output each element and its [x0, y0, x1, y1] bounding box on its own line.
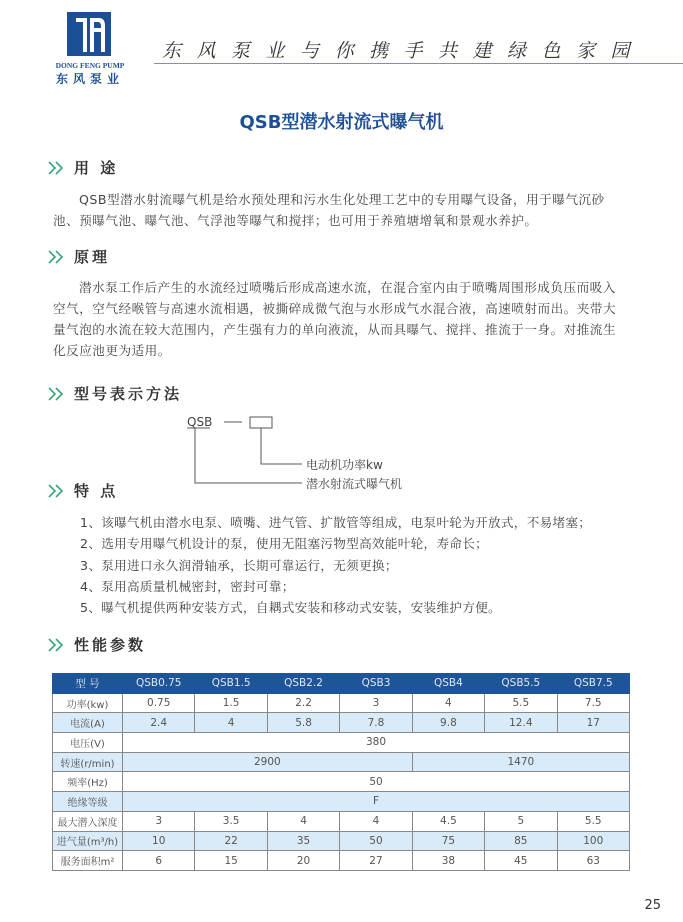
cell: 4 — [340, 811, 412, 831]
section-title: 原理 — [74, 248, 111, 266]
section-heading-features — [48, 480, 118, 501]
cell: 3 — [340, 693, 412, 713]
text-line: 化反应池更为适用。 — [53, 343, 171, 358]
cell: 4 — [267, 811, 339, 831]
header-cell: QSB0.75 — [123, 674, 195, 694]
cell: 50 — [123, 772, 630, 792]
header-cell: QSB7.5 — [557, 674, 629, 694]
row-label: 频率(Hz) — [53, 772, 123, 792]
cell: F — [123, 792, 630, 812]
table-row-service-area — [53, 851, 630, 871]
cell: 85 — [485, 831, 557, 851]
cell: 9.8 — [412, 713, 484, 733]
cell: 5.8 — [267, 713, 339, 733]
header-cell: QSB3 — [340, 674, 412, 694]
row-label: 电压(V) — [53, 733, 123, 753]
header-cell: QSB5.5 — [485, 674, 557, 694]
list-item: 2、选用专用曝气机设计的泵，使用无阻塞污物型高效能叶轮，寿命长； — [80, 536, 489, 552]
header-cell: QSB2.2 — [267, 674, 339, 694]
table-row-frequency — [53, 772, 630, 792]
section-title: 型号表示方法 — [74, 385, 183, 403]
row-label: 电流(A) — [53, 713, 123, 733]
cell: 100 — [557, 831, 629, 851]
table-row-current — [53, 713, 630, 733]
cell: 75 — [412, 831, 484, 851]
text-line: 潜水泵工作后产生的水流经过喷嘴后形成高速水流，在混合室内由于喷嘴周围形成负压而吸入 — [79, 280, 616, 295]
features-list — [80, 512, 591, 618]
cell: 63 — [557, 851, 629, 871]
cell: 20 — [267, 851, 339, 871]
header-cell: QSB1.5 — [195, 674, 267, 694]
cell: 2.2 — [267, 693, 339, 713]
cell: 17 — [557, 713, 629, 733]
list-item: 4、泵用高质量机械密封，密封可靠； — [80, 578, 295, 594]
model-diagram-leaders — [280, 455, 305, 490]
page-title: QSB型潜水射流式曝气机 — [239, 112, 444, 133]
double-chevron-icon — [48, 484, 66, 498]
cell: 1.5 — [195, 693, 267, 713]
section-heading-usage — [48, 157, 118, 178]
section-heading-performance — [48, 634, 146, 655]
header-cell: QSB4 — [412, 674, 484, 694]
usage-paragraph — [53, 189, 633, 231]
performance-table — [52, 673, 630, 871]
cell: 4 — [195, 713, 267, 733]
row-label: 服务面积m² — [53, 851, 123, 871]
list-item: 5、曝气机提供两种安装方式，自耦式安装和移动式安装，安装维护方便。 — [80, 600, 501, 616]
row-label: 绝缘等级 — [53, 792, 123, 812]
model-label-name: 潜水射流式曝气机 — [306, 477, 403, 491]
double-chevron-icon — [48, 161, 66, 175]
model-prefix: QSB — [187, 415, 213, 429]
cell: 4 — [412, 693, 484, 713]
text-line: 量气泡的水流在较大范围内，产生强有力的单向液流，从而具曝气、搅拌、推流于一身。对推流生 — [53, 322, 617, 337]
text-line: QSB型潜水射流曝气机是给水预处理和污水生化处理工艺中的专用曝气设备，用于曝气沉砂 — [79, 192, 605, 207]
cell: 2.4 — [123, 713, 195, 733]
cell: 45 — [485, 851, 557, 871]
cell: 27 — [340, 851, 412, 871]
double-chevron-icon — [48, 387, 66, 401]
logo-chinese-text: 东风泵业 — [56, 72, 125, 86]
cell: 7.8 — [340, 713, 412, 733]
section-title: 性能参数 — [74, 636, 147, 654]
cell: 5.5 — [557, 811, 629, 831]
cell: 6 — [123, 851, 195, 871]
text-line: 空气，空气经喉管与高速水流相遇，被撕碎成微气泡与水形成气水混合液，高速喷射而出。夹带大 — [53, 301, 617, 316]
section-heading-model — [48, 383, 182, 404]
cell: 4.5 — [412, 811, 484, 831]
header-divider — [154, 63, 683, 64]
header-cell: 型 号 — [53, 674, 123, 694]
table-row-depth — [53, 811, 630, 831]
list-item: 1、该曝气机由潜水电泵、喷嘴、进气管、扩散管等组成，电泵叶轮为开放式，不易堵塞； — [80, 515, 592, 530]
double-chevron-icon — [48, 250, 66, 264]
cell: 380 — [123, 733, 630, 753]
logo — [67, 12, 111, 56]
table-row-speed — [53, 752, 630, 772]
page-number: 25 — [644, 898, 661, 913]
list-item: 3、泵用进口永久润滑轴承，长期可靠运行，无须更换； — [80, 557, 398, 573]
cell: 3.5 — [195, 811, 267, 831]
table-row-air-intake — [53, 831, 630, 851]
logo-english-text: DONG FENG PUMP — [55, 61, 125, 70]
cell: 38 — [412, 851, 484, 871]
cell: 0.75 — [123, 693, 195, 713]
cell: 2900 — [123, 752, 413, 772]
section-title: 特 点 — [74, 482, 119, 500]
double-chevron-icon — [48, 638, 66, 652]
row-label: 功率(kw) — [53, 693, 123, 713]
table-row-insulation — [53, 792, 630, 812]
cell: 15 — [195, 851, 267, 871]
cell: 10 — [123, 831, 195, 851]
section-heading-principle — [48, 246, 110, 267]
model-label-power: 电动机功率kw — [306, 458, 383, 472]
cell: 35 — [267, 831, 339, 851]
row-label: 转速(r/min) — [53, 752, 123, 772]
row-label: 进气量(m³/h) — [53, 831, 123, 851]
text-line: 池、预曝气池、曝气池、气浮池等曝气和搅拌；也可用于养殖塘增氧和景观水养护。 — [53, 213, 538, 228]
principle-paragraph — [53, 277, 633, 361]
table-row-voltage — [53, 733, 630, 753]
cell: 5 — [485, 811, 557, 831]
cell: 22 — [195, 831, 267, 851]
cell: 50 — [340, 831, 412, 851]
cell: 12.4 — [485, 713, 557, 733]
table-row-power — [53, 693, 630, 713]
slogan: 东风泵业与你携手共建绿色家园 — [162, 40, 646, 62]
cell: 1470 — [412, 752, 629, 772]
cell: 7.5 — [557, 693, 629, 713]
table-header-row — [53, 674, 630, 694]
row-label: 最大潜入深度 — [53, 811, 123, 831]
cell: 3 — [123, 811, 195, 831]
cell: 5.5 — [485, 693, 557, 713]
section-title: 用 途 — [74, 159, 119, 177]
